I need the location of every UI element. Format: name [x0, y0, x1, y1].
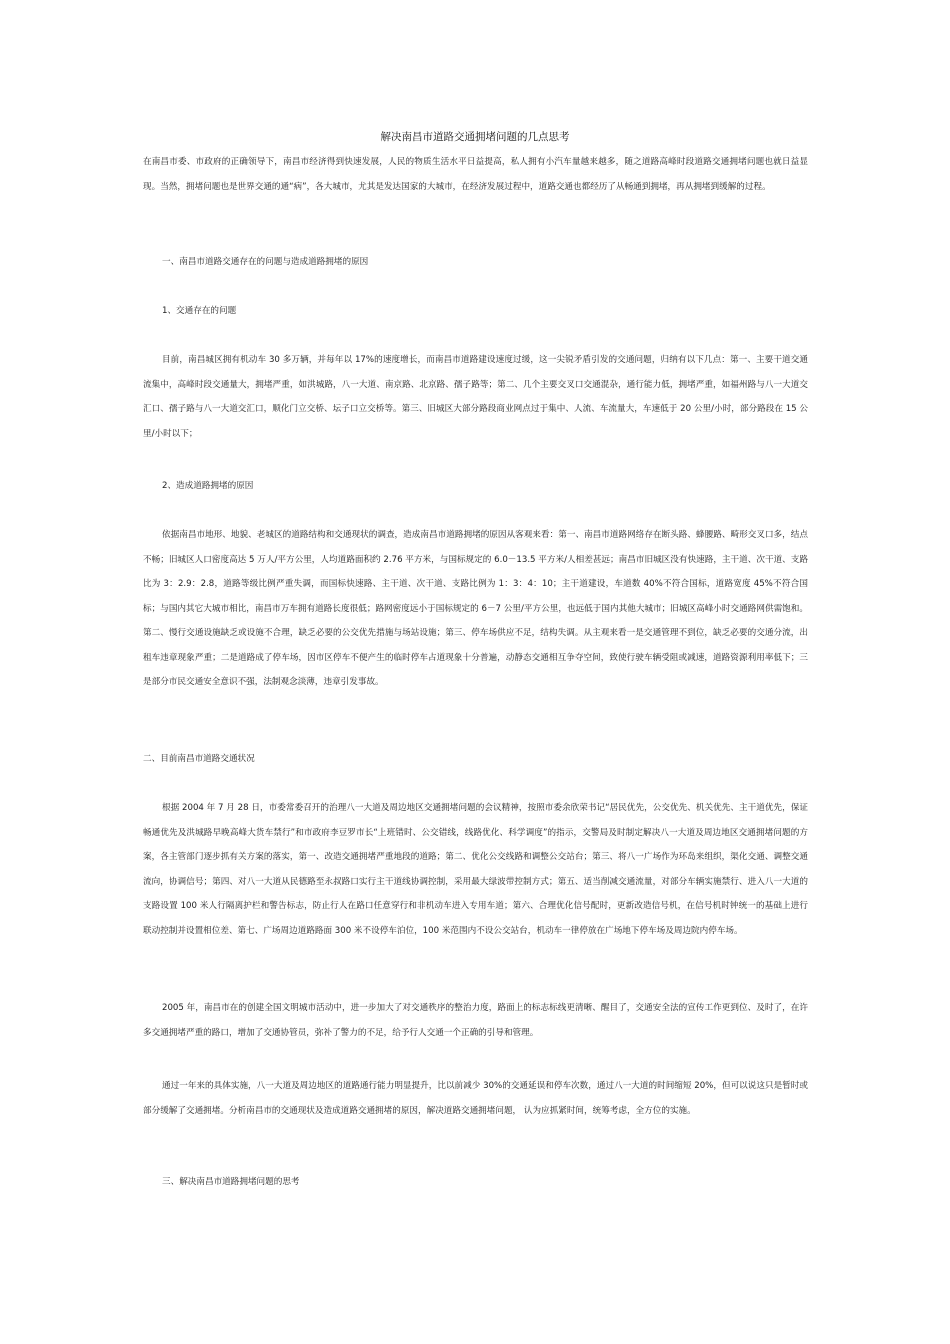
section-2-heading: 二、目前南昌市道路交通状况	[143, 754, 255, 764]
subsection-1-heading: 1、交通存在的问题	[162, 306, 237, 316]
document-title: 解决南昌市道路交通拥堵问题的几点思考	[380, 131, 570, 143]
section-1-heading: 一、南昌市道路交通存在的问题与造成道路拥堵的原因	[162, 257, 369, 267]
section-2-paragraph-3: 通过一年来的具体实施，八一大道及周边地区的道路通行能力明显提升，比以前减少 30%的交通延误和停车次数，通过八一大道的时间缩短 20%，但可以说这只是暂时或部分缓解了交通拥堵。分析南昌市的交通现状及造成道路交通拥堵的原因，解决道路交通拥堵问题， 认为应抓紧时间，统筹考虑，全方位的实施。	[143, 1081, 808, 1116]
intro-paragraph: 在南昌市委、市政府的正确领导下，南昌市经济得到快速发展，人民的物质生活水平日益提高，私人拥有小汽车量越来越多，随之道路高峰时段道路交通拥堵问题也就日益显现。当然，拥堵问题也是世界交通的通“病”，各大城市，尤其是发达国家的大城市，在经济发展过程中，道路交通也都经历了从畅通到拥堵，再从拥堵到缓解的过程。	[143, 157, 808, 192]
subsection-1-paragraph: 目前，南昌城区拥有机动车 30 多万辆，并每年以 17%的速度增长，而南昌市道路建设速度过缓，这一尖锐矛盾引发的交通问题，归纳有以下几点：第一、主要干道交通流集中，高峰时段交通量大，拥堵严重，如洪城路，八一大道、南京路、北京路、孺子路等；第二、几个主要交叉口交通混杂，通行能力低，拥堵严重，如福州路与八一大道交汇口、孺子路与八一大道交汇口，顺化门立交桥、坛子口立交桥等。第三、旧城区大部分路段商业网点过于集中、人流、车流量大，车速低于 20 公里/小时，部分路段在 15 公里/小时以下；	[143, 355, 808, 439]
subsection-2-paragraph: 依据南昌市地形、地貌、老城区的道路结构和交通现状的调查，造成南昌市道路拥堵的原因从客观来看：第一、南昌市道路网络存在断头路、蜂腰路、畸形交叉口多，结点不畅；旧城区人口密度高达 5 万人/平方公里，人均道路面积约 2.76 平方米，与国标规定的 6.0－13.5 平方米/人相差甚远；南昌市旧城区没有快速路，主干道、次干道、支路比为 3：2.9：2.8，道路等级比例严重失调，而国标快速路、主干道、次干道、支路比例为 1：3：4：10；主干道建设，车道数 40%不符合国标，道路宽度 45%不符合国标；与国内其它大城市相比，南昌市万车拥有道路长度很低；路网密度远小于国标规定的 6－7 公里/平方公里，也远低于国内其他大城市；旧城区高峰小时交通路网供需饱和。第二、慢行交通设施缺乏或设施不合理，缺乏必要的公交优先措施与场站设施；第三、停车场供应不足，结构失调。从主观来看一是交通管理不到位，缺乏必要的交通分流，出租车违章现象严重；二是道路成了停车场，因市区停车不便产生的临时停车占道现象十分普遍，动静态交通相互争夺空间，致使行驶车辆受阻或减速，道路资源利用率低下；三是部分市民交通安全意识不强，法制观念淡薄，违章引发事故。	[143, 530, 808, 687]
section-3-heading: 三、解决南昌市道路拥堵问题的思考	[162, 1177, 300, 1187]
section-2-paragraph-1: 根据 2004 年 7 月 28 日，市委常委召开的治理八一大道及周边地区交通拥堵问题的会议精神，按照市委余欣荣书记“居民优先，公交优先、机关优先、主干道优先，保证畅通优先及洪城路早晚高峰大货车禁行”和市政府李豆罗市长“上班错时、公交错线，线路优化、科学调度”的指示，交警局及时制定解决八一大道及周边地区交通拥堵问题的方案，各主管部门逐步抓有关方案的落实，第一、改造交通拥堵严重地段的道路；第二、优化公交线路和调整公交站台；第三、将八一广场作为环岛来组织，渠化交通、调整交通流向，协调信号；第四、对八一大道从民德路至永叔路口实行主干道线协调控制，采用最大绿波带控制方式；第五、适当削减交通流量，对部分车辆实施禁行、进入八一大道的支路设置 100 米人行隔离护栏和警告标志，防止行人在路口任意穿行和非机动车进入专用车道；第六、合理优化信号配时，更新改造信号机，在信号机时钟统一的基础上进行联动控制并设置相位差、第七、广场周边道路路面 300 米不设停车泊位，100 米范围内不设公交站台，机动车一律停放在广场地下停车场及周边院内停车场。	[143, 803, 808, 936]
subsection-2-heading: 2、造成道路拥堵的原因	[162, 481, 254, 491]
section-2-paragraph-2: 2005 年，南昌市在的创建全国文明城市活动中，进一步加大了对交通秩序的整治力度，路面上的标志标线更清晰、醒目了，交通安全法的宣传工作更到位、及时了，在许多交通拥堵严重的路口，增加了交通协管员，弥补了警力的不足，给予行人交通一个正确的引导和管理。	[143, 1003, 808, 1038]
